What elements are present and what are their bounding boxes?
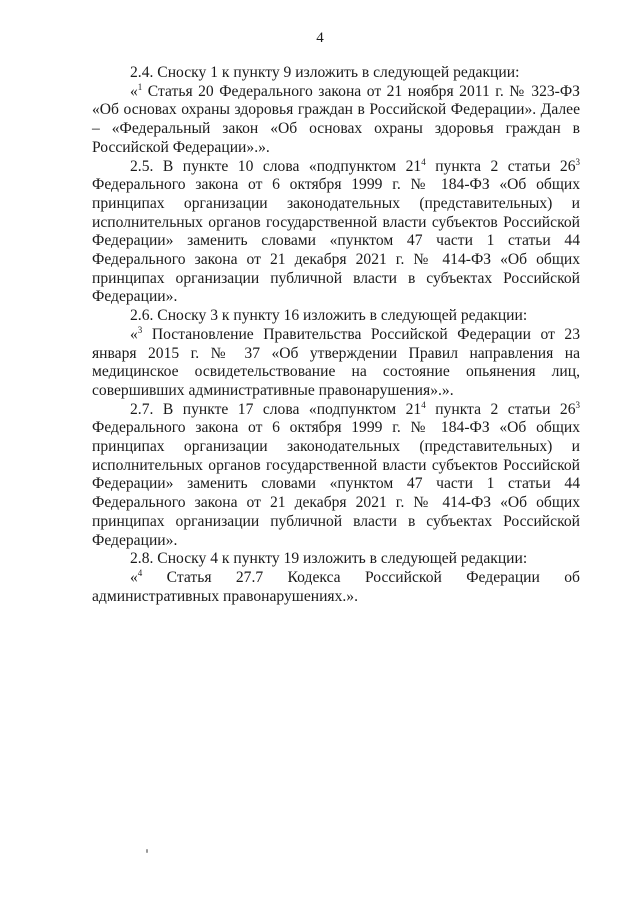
paragraph-p-2-5 xyxy=(92,158,580,308)
footnote-superscript: 4 xyxy=(137,567,143,578)
paragraph-text: 2.6. Сноску 3 к пункту 16 изложить в следующей редакции: xyxy=(130,307,528,325)
paragraph-text: Статья 20 Федерального закона от 21 ноября 2011 г. № 323-ФЗ «Об основах охраны здоровья граждан в Российской Федерации». Далее – «Федеральный закон «Об основах охраны здоровья граждан в Российской Федерации».». xyxy=(92,82,580,156)
paragraph-text: 2.7. В пункте 17 слова «подпунктом 21 xyxy=(130,400,422,418)
paragraph-p-fn4 xyxy=(92,569,580,606)
footnote-superscript: 3 xyxy=(575,399,580,410)
paragraph-text: пункта 2 статьи 26 xyxy=(425,400,576,418)
page-number: 4 xyxy=(316,30,324,46)
footnote-superscript: 4 xyxy=(421,399,426,410)
paragraph-p-2-4 xyxy=(92,64,580,83)
footnote-superscript: 3 xyxy=(137,324,143,335)
paragraph-text: 2.8. Сноску 4 к пункту 19 изложить в следующей редакции: xyxy=(130,550,528,568)
paragraph-p-fn3 xyxy=(92,326,580,401)
paragraph-text: Федерального закона от 6 октября 1999 г. № 184-ФЗ «Об общих принципах организации законодательных (представительных) и исполнительных органов государственной власти субъектов Российской Федерации» заменить словами «пунктом 47 части 1 статьи 44 Федерального закона от 21 декабря 2021 г. № 414-ФЗ «Об общих принципах организации публичной власти в субъектах Российской Федерации». xyxy=(92,176,580,306)
paragraph-text: Статья 27.7 Кодекса Российской Федерации об административных правонарушениях.». xyxy=(92,568,580,605)
scan-speck xyxy=(146,849,148,853)
paragraph-text: « xyxy=(130,82,138,100)
paragraph-text: Федерального закона от 6 октября 1999 г. № 184-ФЗ «Об общих принципах организации законодательных (представительных) и исполнительных органов государственной власти субъектов Российской Федерации» заменить словами «пунктом 47 части 1 статьи 44 Федерального закона от 21 декабря 2021 г. № 414-ФЗ «Об общих принципах организации публичной власти в субъектах Российской Федерации». xyxy=(92,419,580,549)
paragraph-p-fn1 xyxy=(92,83,580,158)
footnote-superscript: 3 xyxy=(575,156,580,167)
paragraph-p-2-6 xyxy=(92,307,580,326)
paragraph-text: « xyxy=(130,325,138,343)
paragraph-text: 2.5. В пункте 10 слова «подпунктом 21 xyxy=(130,157,422,175)
paragraph-text: Постановление Правительства Российской Федерации от 23 января 2015 г. № 37 «Об утверждении Правил направления на медицинское освидетельствование на состояние опьянения лиц, совершивших административные правонарушения».». xyxy=(92,325,580,399)
document-body xyxy=(92,64,580,606)
footnote-superscript: 4 xyxy=(421,156,426,167)
footnote-superscript: 1 xyxy=(137,81,143,92)
paragraph-p-2-8 xyxy=(92,550,580,569)
paragraph-text: 2.4. Сноску 1 к пункту 9 изложить в следующей редакции: xyxy=(130,64,520,81)
paragraph-text: пункта 2 статьи 26 xyxy=(425,157,576,175)
paragraph-text: « xyxy=(130,568,138,586)
paragraph-p-2-7 xyxy=(92,401,580,551)
